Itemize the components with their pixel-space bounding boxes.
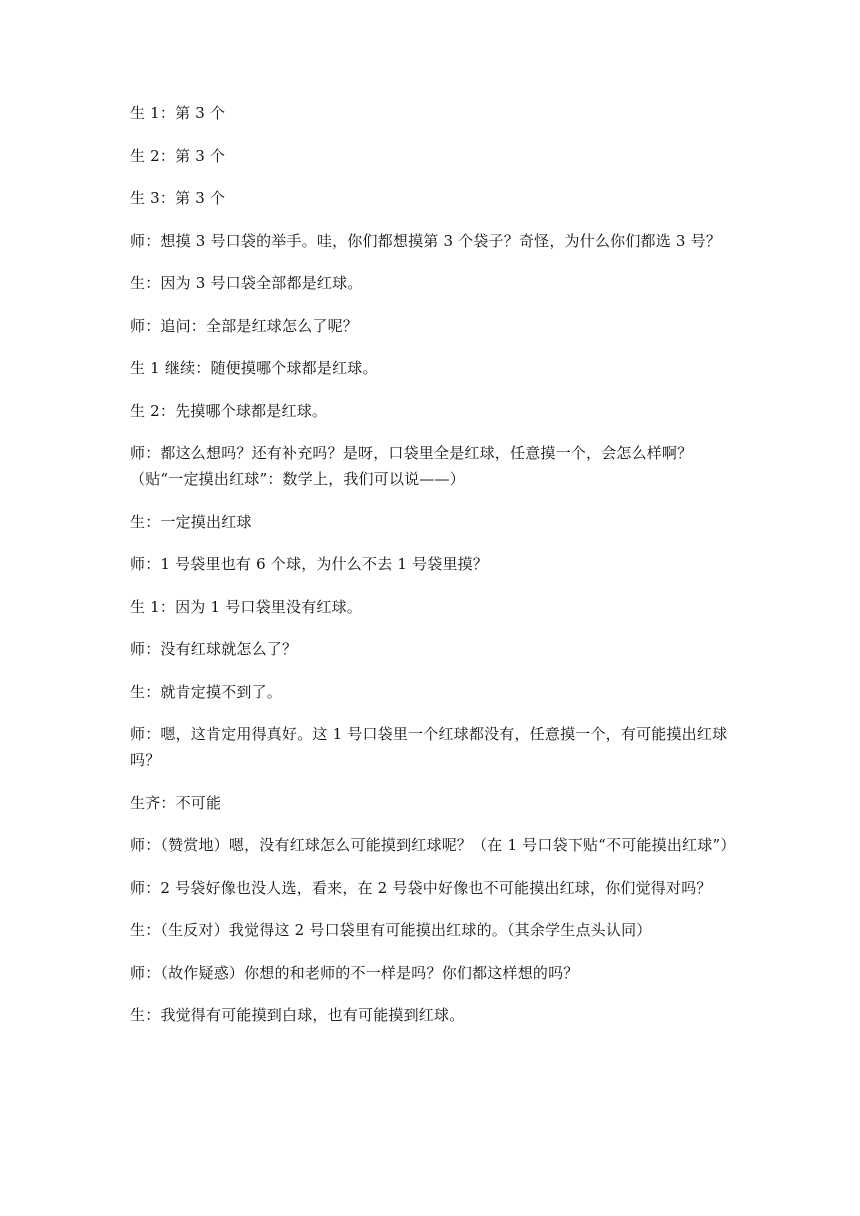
paragraph-9: 师：都这么想吗？还有补充吗？是呀，口袋里全是红球，任意摸一个，会怎么样啊？（贴“一定摸出红球”：数学上，我们可以说——） <box>130 444 693 488</box>
paragraph-10: 生：一定摸出红球 <box>130 512 252 531</box>
paragraph-14: 生：就肯定摸不到了。 <box>130 682 283 701</box>
paragraph-19: 生：（生反对）我觉得这 2 号口袋里有可能摸出红球的。（其余学生点头认同） <box>130 921 652 939</box>
paragraph-11: 师：1 号袋里也有 6 个球，为什么不去 1 号袋里摸？ <box>130 555 489 573</box>
paragraph-8: 生 2：先摸哪个球都是红球。 <box>130 401 328 420</box>
paragraph-5: 生：因为 3 号口袋全部都是红球。 <box>130 274 363 292</box>
paragraph-16: 生齐：不可能 <box>130 793 222 812</box>
paragraph-7: 生 1 继续：随便摸哪个球都是红球。 <box>130 359 378 377</box>
paragraph-13: 师：没有红球就怎么了？ <box>130 640 298 658</box>
paragraph-21: 生：我觉得有可能摸到白球，也有可能摸到红球。 <box>130 1006 465 1024</box>
paragraph-12: 生 1：因为 1 号口袋里没有红球。 <box>130 597 362 616</box>
paragraph-1: 生 1：第 3 个 <box>130 104 226 122</box>
paragraph-3: 生 3：第 3 个 <box>130 189 226 207</box>
paragraph-2: 生 2：第 3 个 <box>130 146 226 165</box>
paragraph-18: 师：2 号袋好像也没人选，看来，在 2 号袋中好像也不可能摸出红球，你们觉得对吗？ <box>130 878 712 897</box>
paragraph-15: 师：嗯，这肯定用得真好。这 1 号口袋里一个红球都没有，任意摸一个，有可能摸出红球吗？ <box>130 725 728 769</box>
paragraph-4: 师：想摸 3 号口袋的举手。哇，你们都想摸第 3 个袋子？奇怪，为什么你们都选 3 号？ <box>130 231 722 250</box>
paragraph-20: 师：（故作疑惑）你想的和老师的不一样是吗？你们都这样想的吗？ <box>130 963 579 982</box>
paragraph-6: 师：追问：全部是红球怎么了呢？ <box>130 316 359 335</box>
paragraph-17: 师：（赞赏地）嗯，没有红球怎么可能摸到红球呢？（在 1 号口袋下贴“不可能摸出红球”） <box>130 836 736 854</box>
document-page <box>130 100 735 1045</box>
